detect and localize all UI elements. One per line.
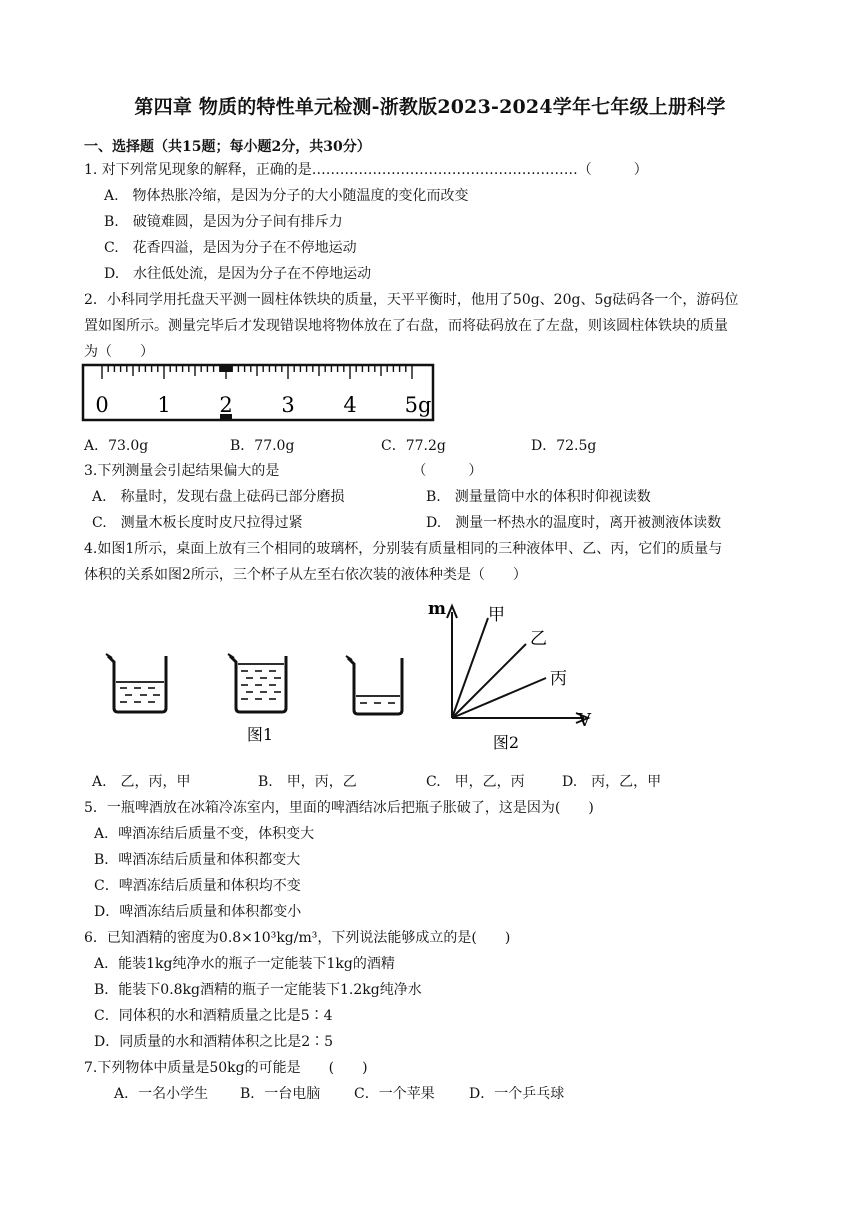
q2-option-d: D．72.5g xyxy=(531,438,597,454)
ruler-label-5g: 5g xyxy=(404,393,432,417)
q4-option-c: C. 甲，乙，丙 xyxy=(426,774,525,790)
q4-option-d: D. 丙，乙，甲 xyxy=(562,774,662,790)
q3-stem: 3.下列测量会引起结果偏大的是 （ ） xyxy=(84,463,483,479)
q1-option-d: D. 水往低处流，是因为分子在不停地运动 xyxy=(104,266,372,282)
balance-rider-ruler xyxy=(80,362,440,424)
rider-top-marker xyxy=(220,365,232,372)
m-axis-label: m xyxy=(428,599,446,619)
q7-stem: 7.下列物体中质量是50kg的可能是 ( ) xyxy=(84,1060,368,1076)
series-label-yi: 乙 xyxy=(530,629,547,649)
q6-option-c: C．同体积的水和酒精质量之比是5∶4 xyxy=(94,1008,333,1024)
q4-stem-line-1: 4.如图1所示，桌面上放有三个相同的玻璃杯，分别装有质量相同的三种液体甲、乙、丙，它们的质量与 xyxy=(84,541,723,557)
q1-option-a: A. 物体热胀冷缩，是因为分子的大小随温度的变化而改变 xyxy=(104,188,469,204)
q3-options-row-2 xyxy=(92,514,792,532)
q3-option-d: D. 测量一杯热水的温度时，离开被测液体读数 xyxy=(426,515,722,531)
line-jia xyxy=(452,618,488,718)
q4-options xyxy=(92,773,792,791)
ruler-label-3: 3 xyxy=(281,393,295,417)
page-title: 第四章 物质的特性单元检测-浙教版2023-2024学年七年级上册科学 xyxy=(134,96,726,118)
series-label-jia: 甲 xyxy=(488,605,505,625)
series-label-bing: 丙 xyxy=(550,669,567,689)
ruler-label-2: 2 xyxy=(219,393,233,417)
q2-stem-line-1: 2．小科同学用托盘天平测一圆柱体铁块的质量，天平平衡时，他用了50g、20g、5g砝码各一个，游码位 xyxy=(84,292,739,308)
q1-stem: 1. 对下列常见现象的解释，正确的是…………………………………………………（ ） xyxy=(84,162,648,178)
q5-option-c: C．啤酒冻结后质量和体积均不变 xyxy=(94,878,301,894)
q4-option-b: B. 甲，丙，乙 xyxy=(258,774,357,790)
v-axis-label: V xyxy=(578,710,591,731)
section-heading: 一、选择题（共15题；每小题2分，共30分） xyxy=(84,139,371,155)
q5-stem: 5．一瓶啤酒放在冰箱冷冻室内，里面的啤酒结冰后把瓶子胀破了，这是因为( ) xyxy=(84,800,594,816)
q3-option-b: B. 测量量筒中水的体积时仰视读数 xyxy=(426,489,651,505)
q3-option-c: C. 测量木板长度时皮尺拉得过紧 xyxy=(92,515,303,531)
q2-stem-line-2: 置如图所示。测量完毕后才发现错误地将物体放在了右盘，而将砝码放在了左盘，则该圆柱体铁块的质量 xyxy=(84,318,728,334)
q1-option-c: C. 花香四溢，是因为分子在不停地运动 xyxy=(104,240,357,256)
q6-option-b: B．能装下0.8kg酒精的瓶子一定能装下1.2kg纯净水 xyxy=(94,982,422,998)
q2-option-a: A．73.0g xyxy=(84,438,149,454)
q3-options-row-1 xyxy=(92,488,792,506)
q5-option-d: D．啤酒冻结后质量和体积都变小 xyxy=(94,904,302,920)
line-bing xyxy=(452,678,546,718)
figure-2-label: 图2 xyxy=(492,733,520,752)
q7-option-d: D．一个乒乓球 xyxy=(469,1086,565,1102)
q6-stem: 6．已知酒精的密度为0.8×10³kg/m³，下列说法能够成立的是( ) xyxy=(84,930,511,946)
q3-option-a: A. 称量时，发现右盘上砝码已部分磨损 xyxy=(92,489,345,505)
ruler-label-1: 1 xyxy=(157,393,171,417)
q2-options xyxy=(84,437,784,455)
ruler-label-4: 4 xyxy=(343,393,357,417)
beaker-right xyxy=(346,656,402,714)
beaker-left xyxy=(106,654,166,712)
q7-option-b: B．一台电脑 xyxy=(240,1086,321,1102)
ruler-ticks xyxy=(102,365,412,379)
ruler-label-0: 0 xyxy=(95,393,109,417)
q1-option-b: B. 破镜难圆，是因为分子间有排斥力 xyxy=(104,214,343,230)
q6-option-d: D．同质量的水和酒精体积之比是2∶5 xyxy=(94,1034,334,1050)
figure-1-label: 图1 xyxy=(246,725,274,744)
q7-option-a: A．一名小学生 xyxy=(114,1086,209,1102)
q4-option-a: A. 乙，丙，甲 xyxy=(92,774,191,790)
q2-option-b: B．77.0g xyxy=(230,438,295,454)
figure-1-beakers xyxy=(100,640,420,750)
q2-stem-line-3: 为（ ） xyxy=(84,344,154,360)
line-yi xyxy=(452,644,526,718)
q2-option-c: C．77.2g xyxy=(381,438,446,454)
q5-option-a: A．啤酒冻结后质量不变，体积变大 xyxy=(94,826,315,842)
q7-option-c: C．一个苹果 xyxy=(354,1086,435,1102)
figure-2-mass-volume-graph xyxy=(422,598,608,754)
q6-option-a: A．能装1kg纯净水的瓶子一定能装下1kg的酒精 xyxy=(94,956,395,972)
q4-stem-line-2: 体积的关系如图2所示，三个杯子从左至右依次装的液体种类是（ ） xyxy=(84,567,527,583)
q7-options xyxy=(114,1085,714,1103)
q5-option-b: B．啤酒冻结后质量和体积都变大 xyxy=(94,852,301,868)
beaker-middle xyxy=(228,654,286,712)
